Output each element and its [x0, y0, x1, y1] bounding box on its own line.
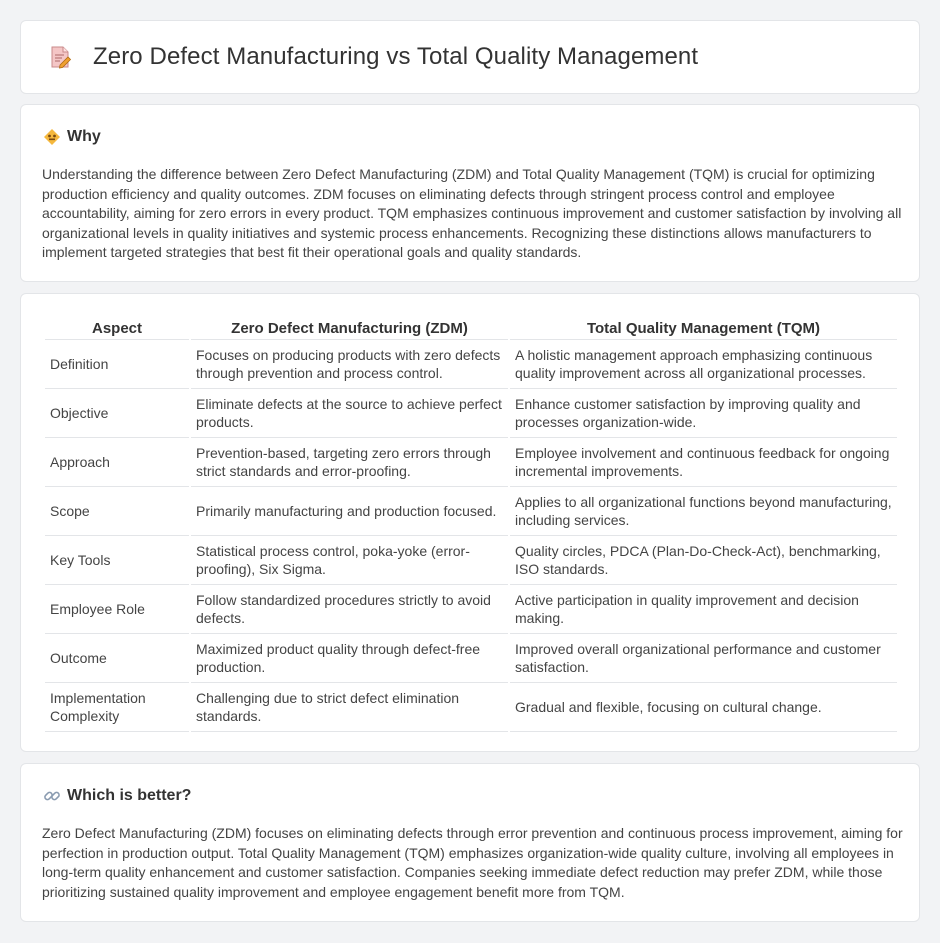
table-row: [45, 634, 897, 683]
cell-tqm: Employee involvement and continuous feedback for ongoing incremental improvements.: [510, 438, 897, 487]
table-row: [45, 487, 897, 536]
document-edit-icon: [47, 44, 73, 70]
why-paragraph: Understanding the difference between Zero Defect Manufacturing (ZDM) and Total Quality Management (TQM) is crucial for optimizing production efficiency and quality outcomes. ZDM focuses on eliminating defects through stringent process control and employee accountability, aiming for zero errors in every product. TQM emphasizes continuous improvement and customer satisfaction by involving all organizational levels in quality initiatives and systemic process enhancements. Recognizing these distinctions allows manufacturers to implement targeted strategies that best fit their operational goals and quality standards.: [42, 166, 902, 261]
cell-tqm: Quality circles, PDCA (Plan-Do-Check-Act), benchmarking, ISO standards.: [510, 536, 897, 585]
why-heading: [43, 128, 101, 146]
table-row: [45, 585, 897, 634]
table-row: [45, 536, 897, 585]
better-heading: [43, 787, 191, 805]
cell-aspect: Objective: [45, 389, 189, 438]
cell-tqm: Gradual and flexible, focusing on cultural change.: [510, 683, 897, 732]
cell-zdm: Eliminate defects at the source to achieve perfect products.: [191, 389, 508, 438]
cell-zdm: Challenging due to strict defect elimination standards.: [191, 683, 508, 732]
why-heading-label: Why: [67, 128, 101, 145]
cell-zdm: Follow standardized procedures strictly to avoid defects.: [191, 585, 508, 634]
cell-aspect: Scope: [45, 487, 189, 536]
header-tqm: Total Quality Management (TQM): [510, 316, 897, 340]
cell-tqm: Enhance customer satisfaction by improving quality and processes organization-wide.: [510, 389, 897, 438]
which-is-better-section: [20, 763, 920, 922]
table-row: [45, 389, 897, 438]
table-row: [45, 683, 897, 732]
better-paragraph: Zero Defect Manufacturing (ZDM) focuses on eliminating defects through error prevention and continuous process improvement, aiming for perfection in production output. Total Quality Management (TQM) emphasizes organization-wide quality culture, involving all employees in long-term quality enhancement and customer satisfaction. Companies seeking immediate defect reduction may prefer ZDM, while those prioritizing sustained quality improvement and employee engagement benefit more from TQM.: [42, 825, 903, 900]
cell-zdm: Statistical process control, poka-yoke (error-proofing), Six Sigma.: [191, 536, 508, 585]
lightbulb-icon: [43, 128, 61, 146]
header-aspect: Aspect: [45, 316, 189, 340]
cell-aspect: Definition: [45, 340, 189, 389]
header-zdm: Zero Defect Manufacturing (ZDM): [191, 316, 508, 340]
table-row: [45, 438, 897, 487]
better-heading-label: Which is better?: [67, 787, 192, 804]
table-header-row: [45, 316, 897, 340]
cell-tqm: Improved overall organizational performance and customer satisfaction.: [510, 634, 897, 683]
cell-aspect: Employee Role: [45, 585, 189, 634]
cell-tqm: Active participation in quality improvement and decision making.: [510, 585, 897, 634]
cell-aspect: Outcome: [45, 634, 189, 683]
link-icon: [43, 787, 61, 805]
cell-zdm: Maximized product quality through defect-free production.: [191, 634, 508, 683]
cell-tqm: Applies to all organizational functions beyond manufacturing, including services.: [510, 487, 897, 536]
comparison-section: [20, 293, 920, 752]
why-section: [20, 104, 920, 282]
title-card: [20, 20, 920, 94]
page-title: Zero Defect Manufacturing vs Total Quality Management: [93, 43, 699, 70]
cell-aspect: Approach: [45, 438, 189, 487]
title-row: [47, 43, 698, 71]
comparison-table: [43, 316, 899, 732]
cell-tqm: A holistic management approach emphasizing continuous quality improvement across all organizational processes.: [510, 340, 897, 389]
cell-aspect: Key Tools: [45, 536, 189, 585]
cell-aspect: Implementation Complexity: [45, 683, 189, 732]
cell-zdm: Prevention-based, targeting zero errors through strict standards and error-proofing.: [191, 438, 508, 487]
cell-zdm: Focuses on producing products with zero defects through prevention and process control.: [191, 340, 508, 389]
cell-zdm: Primarily manufacturing and production focused.: [191, 487, 508, 536]
table-row: [45, 340, 897, 389]
